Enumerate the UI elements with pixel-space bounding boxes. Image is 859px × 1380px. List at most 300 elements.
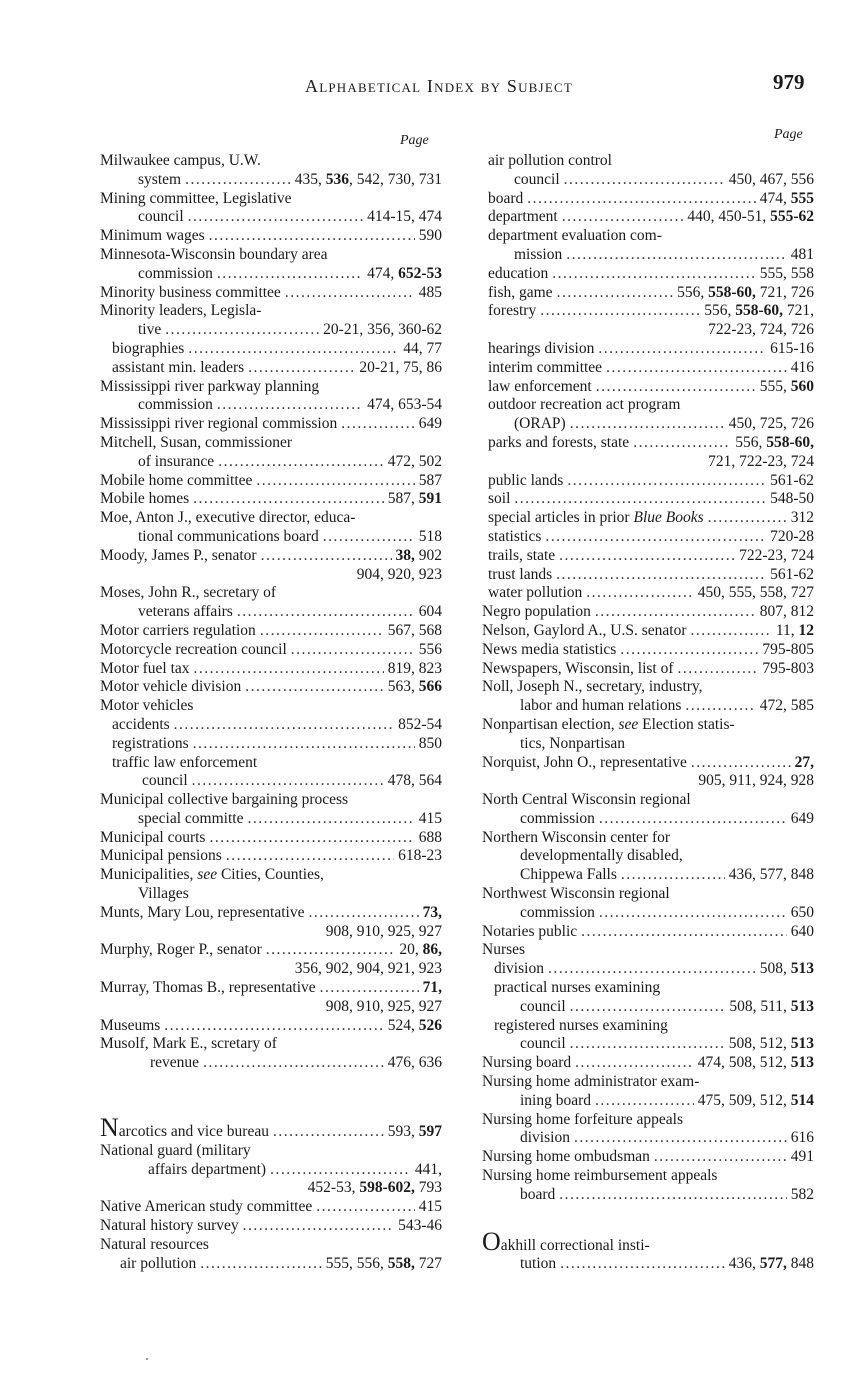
dot-leader	[188, 208, 363, 227]
page-references: 587	[418, 471, 442, 489]
page-references: 618-23	[398, 847, 442, 865]
index-line	[482, 660, 814, 679]
page-references: 11, 12	[775, 621, 814, 639]
section-gap	[100, 1073, 442, 1119]
index-line	[482, 1035, 814, 1054]
entry-term-continuation: commission	[138, 264, 213, 282]
page-column-label-right: Page	[774, 127, 803, 142]
index-line	[100, 1255, 442, 1274]
entry-term: Municipal pensions	[100, 847, 222, 865]
page-references: 472, 502	[387, 452, 442, 470]
index-line	[100, 1161, 442, 1180]
entry-term-continuation: tional communications board	[138, 527, 319, 545]
index-line	[100, 227, 442, 246]
entry-term: Motor carriers regulation	[100, 621, 256, 639]
page-references: 450, 467, 556	[728, 170, 814, 188]
dot-leader	[570, 998, 726, 1017]
index-line	[482, 697, 814, 716]
index-line	[482, 941, 814, 960]
entry-term: Mining committee, Legislative	[100, 189, 292, 207]
index-entry	[100, 735, 442, 754]
index-entry	[482, 434, 814, 472]
dot-leader	[708, 509, 787, 528]
dot-leader	[559, 547, 735, 566]
dot-leader	[245, 678, 384, 697]
index-entry	[482, 829, 814, 885]
dot-leader	[270, 1161, 411, 1180]
index-line	[100, 678, 442, 697]
index-entry	[100, 1142, 442, 1198]
entry-term-continuation: tution	[520, 1255, 557, 1273]
index-line	[482, 302, 814, 321]
index-entry	[482, 359, 814, 378]
index-entry	[482, 716, 814, 754]
page-references: 20-21, 75, 86	[359, 358, 442, 376]
index-entry	[100, 847, 442, 866]
page-references: 356, 902, 904, 921, 923	[294, 960, 442, 978]
dot-leader	[691, 754, 791, 773]
index-entry	[482, 960, 814, 979]
entry-term: water pollution	[488, 584, 583, 602]
page-references: 312	[790, 509, 814, 527]
page-references: 474, 555	[759, 189, 814, 207]
index-line	[100, 1054, 442, 1073]
dot-leader	[194, 660, 384, 679]
entry-term-continuation: Villages	[138, 885, 189, 903]
index-line	[482, 998, 814, 1017]
dot-leader	[548, 960, 756, 979]
index-line	[482, 490, 814, 509]
entry-term-continuation: labor and human relations	[520, 697, 682, 715]
page-references: 481	[790, 245, 814, 263]
index-line	[482, 1129, 814, 1148]
entry-term: board	[488, 189, 524, 207]
index-line	[100, 697, 442, 716]
entry-term: Musolf, Mark E., scretary of	[100, 1035, 277, 1053]
page-references: 20, 86,	[399, 941, 442, 959]
section-initial: N	[100, 1113, 119, 1143]
index-entry	[482, 622, 814, 641]
dot-leader	[266, 941, 396, 960]
index-line	[100, 735, 442, 754]
entry-term-continuation: council	[514, 170, 560, 188]
page-references: 508, 511, 513	[729, 997, 814, 1015]
entry-term-continuation: commission	[138, 396, 213, 414]
entry-term: accidents	[112, 715, 170, 733]
dot-leader	[185, 171, 291, 190]
entry-term: public lands	[488, 471, 564, 489]
page-references: 688	[418, 828, 442, 846]
running-title: Alphabetical Index by Subject	[305, 76, 573, 96]
page-references: 415	[418, 809, 442, 827]
index-line	[482, 584, 814, 603]
page-references: 563, 566	[387, 678, 442, 696]
page-references: 582	[790, 1185, 814, 1203]
page-references: 415	[418, 1198, 442, 1216]
index-entry	[482, 791, 814, 829]
page-references: 850	[418, 734, 442, 752]
index-line	[482, 528, 814, 547]
dot-leader	[164, 1017, 383, 1036]
index-line	[100, 490, 442, 509]
index-entry	[482, 941, 814, 960]
dot-leader	[165, 321, 319, 340]
index-entry	[100, 415, 442, 434]
index-line	[482, 885, 814, 904]
dot-leader	[209, 829, 414, 848]
entry-term: trails, state	[488, 546, 556, 564]
dot-leader	[557, 284, 674, 303]
dot-leader	[570, 1035, 725, 1054]
entry-term-continuation: revenue	[150, 1054, 200, 1072]
page-references: 615-16	[770, 339, 814, 357]
entry-term-continuation: system	[138, 170, 182, 188]
index-entry	[100, 622, 442, 641]
index-line	[482, 190, 814, 209]
page-references: 474, 652-53	[367, 264, 442, 282]
index-entry	[482, 152, 814, 190]
dot-leader	[556, 566, 766, 585]
index-entry	[100, 340, 442, 359]
page-references: 555, 560	[759, 377, 814, 395]
entry-term: National guard (military	[100, 1141, 251, 1159]
index-line	[100, 208, 442, 227]
entry-term: Murphy, Roger P., senator	[100, 941, 262, 959]
index-line	[100, 190, 442, 209]
entry-term: registrations	[112, 734, 189, 752]
index-line	[482, 847, 814, 866]
index-line	[482, 434, 814, 453]
entry-term-continuation: tics, Nonpartisan	[520, 734, 626, 752]
index-line	[100, 1142, 442, 1161]
index-entry	[100, 1255, 442, 1274]
index-line	[100, 603, 442, 622]
index-line	[482, 152, 814, 171]
index-entry	[100, 490, 442, 509]
entry-term-continuation: of insurance	[138, 452, 215, 470]
index-line	[100, 171, 442, 190]
index-line	[100, 1236, 442, 1255]
page-references: 650	[790, 903, 814, 921]
entry-term: Motor fuel tax	[100, 659, 190, 677]
index-line	[100, 1017, 442, 1036]
entry-term: Minnesota-Wisconsin boundary area	[100, 245, 328, 263]
index-line	[100, 791, 442, 810]
index-entry	[482, 566, 814, 585]
index-entry	[482, 302, 814, 340]
dot-leader	[192, 772, 384, 791]
page-references: 807, 812	[759, 603, 814, 621]
index-line	[482, 208, 814, 227]
dot-leader	[261, 547, 392, 566]
entry-term: Native American study committee	[100, 1198, 313, 1216]
entry-term: Motorcycle recreation council	[100, 640, 287, 658]
page-references: 556, 558-60, 721,	[704, 302, 814, 320]
index-entry	[100, 866, 442, 904]
entry-term: Notaries public	[482, 922, 578, 940]
dot-leader	[552, 265, 755, 284]
dot-leader	[567, 472, 766, 491]
entry-term-continuation: board	[520, 1185, 556, 1203]
page-references: 450, 555, 558, 727	[697, 584, 814, 602]
index-line	[482, 791, 814, 810]
index-entry	[482, 923, 814, 942]
dot-leader	[514, 490, 766, 509]
index-line	[100, 1198, 442, 1217]
dot-leader	[273, 1123, 384, 1142]
page-references: 561-62	[770, 565, 814, 583]
index-line	[482, 171, 814, 190]
index-entry	[100, 190, 442, 228]
index-line	[482, 415, 814, 434]
index-line	[100, 1035, 442, 1054]
entry-term: Nursing home reimbursement appeals	[482, 1167, 718, 1185]
dot-leader	[291, 641, 415, 660]
entry-term: forestry	[488, 302, 537, 320]
entry-term-continuation: tive	[138, 321, 162, 339]
entry-term-continuation: commission	[520, 903, 595, 921]
entry-term-continuation: affairs department)	[148, 1160, 267, 1178]
index-line	[482, 265, 814, 284]
dot-leader	[596, 378, 756, 397]
dot-leader	[200, 1255, 322, 1274]
index-line	[482, 1073, 814, 1092]
index-line	[482, 509, 814, 528]
index-entry	[482, 1073, 814, 1111]
entry-term-continuation: council	[142, 772, 188, 790]
index-entry	[100, 434, 442, 472]
page-references: 556, 558-60, 721, 726	[677, 283, 814, 301]
index-entry	[100, 754, 442, 792]
page-references: 905, 911, 924, 928	[698, 772, 814, 790]
index-line	[482, 810, 814, 829]
index-line	[100, 453, 442, 472]
index-entry	[482, 208, 814, 227]
entry-term-continuation: developmentally disabled,	[520, 847, 683, 865]
index-line	[100, 904, 442, 923]
dot-leader	[599, 904, 787, 923]
dot-leader	[560, 1255, 725, 1274]
index-line	[482, 772, 814, 791]
entry-term: Mitchell, Susan, commissioner	[100, 433, 293, 451]
dot-leader	[248, 359, 355, 378]
entry-term-continuation: Chippewa Falls	[520, 866, 617, 884]
index-line	[100, 359, 442, 378]
entry-term: air pollution	[120, 1254, 197, 1272]
section-gap	[482, 1205, 814, 1233]
index-entry	[100, 697, 442, 716]
index-entry	[482, 754, 814, 792]
entry-term: division	[494, 960, 544, 978]
index-line	[482, 1255, 814, 1274]
page-references: 720-28	[770, 527, 814, 545]
index-line	[482, 453, 814, 472]
dot-leader	[685, 697, 755, 716]
entry-term: Nursing home administrator exam-	[482, 1073, 700, 1091]
index-entry	[482, 979, 814, 1017]
index-entry	[100, 1236, 442, 1255]
index-entry	[482, 490, 814, 509]
entry-term: Moses, John R., secretary of	[100, 584, 277, 602]
index-entry	[482, 1017, 814, 1055]
entry-term: Municipalities, see Cities, Counties,	[100, 866, 324, 884]
page-references: 508, 512, 513	[728, 1035, 814, 1053]
page-references: 416	[790, 358, 814, 376]
entry-term-continuation: council	[520, 997, 566, 1015]
page-references: 649	[790, 809, 814, 827]
page-references: 478, 564	[387, 772, 442, 790]
index-line	[100, 321, 442, 340]
index-line	[482, 472, 814, 491]
index-entry	[100, 472, 442, 491]
dot-leader	[316, 1198, 415, 1217]
dot-leader	[654, 1148, 787, 1167]
entry-term: Mobile homes	[100, 490, 190, 508]
index-line	[100, 284, 442, 303]
index-line	[482, 1017, 814, 1036]
index-entry	[482, 190, 814, 209]
entry-term-continuation: special committe	[138, 809, 244, 827]
entry-term: Nelson, Gaylord A., U.S. senator	[482, 621, 687, 639]
index-entry	[482, 603, 814, 622]
entry-term: hearings division	[488, 339, 595, 357]
index-line	[482, 1148, 814, 1167]
page-references: 71,	[422, 979, 442, 997]
page-references: 474, 653-54	[367, 396, 442, 414]
index-entry	[100, 904, 442, 942]
index-line	[100, 415, 442, 434]
index-line	[100, 396, 442, 415]
index-line	[100, 472, 442, 491]
dot-leader	[193, 490, 384, 509]
page-references: 555, 558	[759, 264, 814, 282]
entry-term: air pollution control	[488, 152, 612, 169]
index-entry	[100, 660, 442, 679]
dot-leader	[285, 284, 415, 303]
index-entry	[100, 246, 442, 284]
index-entry	[100, 791, 442, 829]
index-entry	[100, 359, 442, 378]
page-references: 616	[790, 1129, 814, 1147]
index-entry	[482, 1054, 814, 1073]
stray-mark	[146, 1358, 148, 1360]
index-line	[482, 246, 814, 265]
dot-leader	[308, 904, 418, 923]
page-references: 640	[790, 922, 814, 940]
index-entry	[100, 1113, 442, 1143]
index-entry	[482, 509, 814, 528]
index-line	[100, 528, 442, 547]
entry-term: interim committee	[488, 358, 603, 376]
page-references: 435, 536, 542, 730, 731	[294, 170, 442, 188]
dot-leader	[595, 1092, 694, 1111]
index-line	[482, 829, 814, 848]
entry-term: special articles in prior Blue Books	[488, 509, 704, 527]
entry-term: Minority business committee	[100, 283, 281, 301]
index-line	[482, 1226, 814, 1256]
index-entry	[482, 396, 814, 434]
index-entry	[100, 941, 442, 979]
section-initial: O	[482, 1226, 501, 1256]
dot-leader	[691, 622, 772, 641]
page-references: 649	[418, 415, 442, 433]
entry-term-continuation: veterans affairs	[138, 603, 233, 621]
index-line	[482, 1186, 814, 1205]
index-entry	[482, 641, 814, 660]
dot-leader	[247, 810, 414, 829]
entry-term: trust lands	[488, 565, 553, 583]
index-entry	[100, 1198, 442, 1217]
index-entry	[100, 716, 442, 735]
entry-term: North Central Wisconsin regional	[482, 791, 691, 809]
entry-term: Minimum wages	[100, 227, 205, 245]
entry-term: biographies	[112, 339, 185, 357]
index-entry	[482, 885, 814, 923]
page-number: 979	[773, 70, 805, 94]
index-line	[482, 378, 814, 397]
index-line	[100, 152, 442, 171]
index-entry	[100, 829, 442, 848]
entry-term: Municipal collective bargaining process	[100, 791, 349, 809]
index-entry	[100, 227, 442, 246]
index-entry	[482, 678, 814, 716]
entry-term: parks and forests, state	[488, 433, 630, 451]
entry-term: soil	[488, 490, 511, 508]
entry-term: Narcotics and vice bureau	[100, 1113, 269, 1143]
entry-term: Negro population	[482, 603, 591, 621]
index-entry	[100, 547, 442, 585]
dot-leader	[595, 603, 756, 622]
index-line	[100, 847, 442, 866]
page-references: 441,	[414, 1160, 442, 1178]
dot-leader	[320, 979, 419, 998]
dot-leader	[226, 847, 394, 866]
index-entry	[482, 378, 814, 397]
entry-term: Northern Wisconsin center for	[482, 828, 671, 846]
entry-term-continuation: mission	[514, 245, 563, 263]
index-line	[482, 754, 814, 773]
index-line	[482, 960, 814, 979]
dot-leader	[323, 528, 415, 547]
index-entry	[482, 1167, 814, 1205]
page-references: 722-23, 724	[739, 546, 814, 564]
entry-term: News media statistics	[482, 640, 617, 658]
index-line	[100, 246, 442, 265]
index-entry	[100, 1017, 442, 1036]
entry-term: registered nurses examining	[494, 1016, 668, 1034]
page-references: 556	[418, 640, 442, 658]
dot-leader	[217, 396, 363, 415]
dot-leader	[566, 246, 787, 265]
entry-term: Museums	[100, 1016, 161, 1034]
index-line	[482, 321, 814, 340]
dot-leader	[678, 660, 759, 679]
index-line	[482, 603, 814, 622]
page-references: 852-54	[398, 715, 442, 733]
index-line	[482, 716, 814, 735]
index-line	[100, 302, 442, 321]
index-entry	[100, 509, 442, 547]
page-references: 904, 920, 923	[356, 565, 442, 583]
dot-leader	[586, 584, 693, 603]
index-entry	[100, 284, 442, 303]
index-line	[482, 284, 814, 303]
entry-term: Norquist, John O., representative	[482, 753, 687, 771]
index-entry	[482, 284, 814, 303]
page-references: 414-15, 474	[367, 208, 442, 226]
index-line	[100, 660, 442, 679]
entry-term: Motor vehicles	[100, 697, 194, 715]
